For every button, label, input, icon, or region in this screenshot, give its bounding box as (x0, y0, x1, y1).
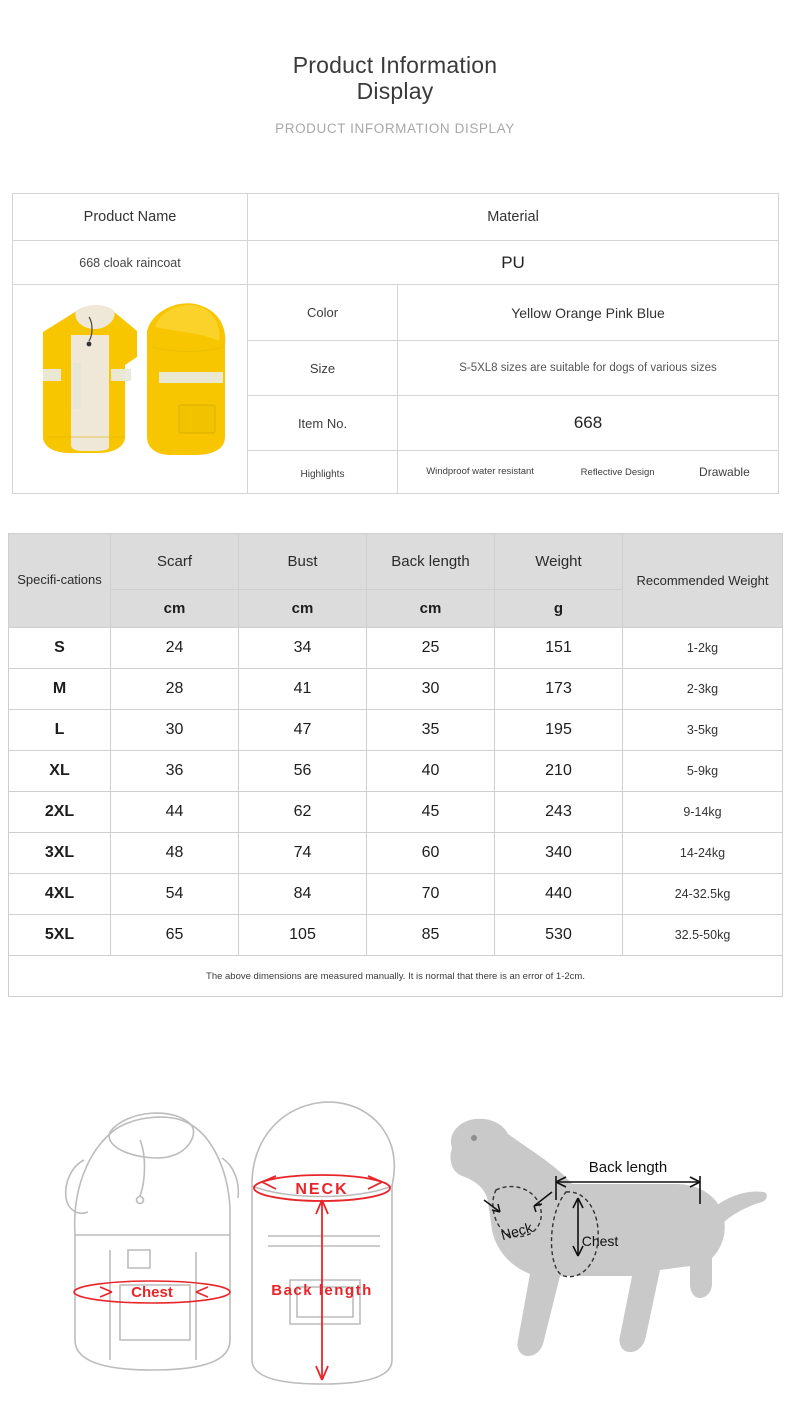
row-bust: 84 (239, 874, 367, 915)
highlight-item-3: Drawable (699, 465, 750, 479)
product-photo-cell (13, 285, 248, 494)
label-text-size: Size (309, 360, 336, 376)
row-scarf: 36 (111, 751, 239, 792)
row-weight: 210 (495, 751, 623, 792)
row-recommended-weight: 32.5-50kg (623, 915, 783, 956)
label-chest-front: Chest (131, 1284, 173, 1301)
row-recommended-weight: 9-14kg (623, 792, 783, 833)
row-scarf: 30 (111, 710, 239, 751)
product-info-table (12, 193, 779, 494)
row-weight: 173 (495, 669, 623, 710)
label-dog-back-length: Back length (588, 1159, 668, 1176)
raincoat-photo-svg (13, 287, 247, 492)
info-product-name-value: 668 cloak raincoat (13, 241, 248, 285)
row-scarf: 54 (111, 874, 239, 915)
row-weight: 151 (495, 628, 623, 669)
row-size: M (9, 669, 111, 710)
row-size: 2XL (9, 792, 111, 833)
row-size: 5XL (9, 915, 111, 956)
label-text-item-no: Item No. (297, 415, 348, 431)
row-recommended-weight: 5-9kg (623, 751, 783, 792)
highlight-item-2: Reflective Design (580, 466, 655, 478)
page-subtitle: PRODUCT INFORMATION DISPLAY (275, 120, 515, 136)
row-scarf: 44 (111, 792, 239, 833)
info-row-label-highlights (248, 451, 398, 494)
info-row-label-item-no (248, 396, 398, 451)
row-bust: 34 (239, 628, 367, 669)
row-back-length: 25 (367, 628, 495, 669)
row-size: XL (9, 751, 111, 792)
label-back-length-coat: Back length (271, 1282, 373, 1299)
page-header (0, 0, 790, 136)
product-photo (13, 287, 247, 492)
label-dog-neck: Neck (499, 1219, 535, 1244)
row-back-length: 45 (367, 792, 495, 833)
row-back-length: 30 (367, 669, 495, 710)
row-recommended-weight: 2-3kg (623, 669, 783, 710)
size-header-scarf: Scarf (111, 534, 239, 590)
table-row (9, 915, 783, 956)
table-row (9, 751, 783, 792)
row-scarf: 65 (111, 915, 239, 956)
info-row-value-highlights (398, 451, 779, 494)
row-weight: 530 (495, 915, 623, 956)
label-text-color: Color (306, 305, 339, 320)
info-row-label-size (248, 341, 398, 396)
row-recommended-weight: 3-5kg (623, 710, 783, 751)
size-header-back-length: Back length (367, 534, 495, 590)
info-row-value-item-no: 668 (398, 396, 779, 451)
size-chart-table (8, 533, 783, 997)
dog-tail (716, 1192, 767, 1224)
row-back-length: 70 (367, 874, 495, 915)
row-back-length: 40 (367, 751, 495, 792)
table-row (9, 628, 783, 669)
row-scarf: 24 (111, 628, 239, 669)
info-header-product-name: Product Name (13, 194, 248, 241)
info-material-value: PU (248, 241, 779, 285)
row-weight: 243 (495, 792, 623, 833)
table-row (9, 792, 783, 833)
size-unit-scarf: cm (111, 590, 239, 628)
size-unit-back-length: cm (367, 590, 495, 628)
size-header-specifications: Specifi-cations (9, 534, 111, 628)
table-row (9, 669, 783, 710)
measurement-diagrams (0, 1040, 790, 1420)
row-bust: 62 (239, 792, 367, 833)
row-recommended-weight: 1-2kg (623, 628, 783, 669)
row-back-length: 35 (367, 710, 495, 751)
size-unit-weight: g (495, 590, 623, 628)
row-scarf: 48 (111, 833, 239, 874)
measurement-diagram-svg (0, 1040, 790, 1420)
row-weight: 195 (495, 710, 623, 751)
info-row-value-size: S-5XL8 sizes are suitable for dogs of various sizes (398, 341, 779, 396)
info-row-label-color (248, 285, 398, 341)
table-row (9, 833, 783, 874)
row-bust: 74 (239, 833, 367, 874)
coat-back-diagram (252, 1102, 394, 1384)
size-header-bust: Bust (239, 534, 367, 590)
size-header-weight: Weight (495, 534, 623, 590)
size-unit-bust: cm (239, 590, 367, 628)
row-bust: 56 (239, 751, 367, 792)
row-bust: 47 (239, 710, 367, 751)
row-back-length: 85 (367, 915, 495, 956)
label-text-highlights: Highlights (300, 468, 345, 480)
row-size: 3XL (9, 833, 111, 874)
row-size: L (9, 710, 111, 751)
size-table-note: The above dimensions are measured manually. It is normal that there is an error of 1-2cm. (9, 956, 783, 997)
row-bust: 41 (239, 669, 367, 710)
row-recommended-weight: 24-32.5kg (623, 874, 783, 915)
page-title: Product Information Display (292, 52, 498, 105)
info-row-value-color: Yellow Orange Pink Blue (398, 285, 779, 341)
row-scarf: 28 (111, 669, 239, 710)
row-weight: 440 (495, 874, 623, 915)
info-header-material: Material (248, 194, 779, 241)
table-row (9, 874, 783, 915)
row-recommended-weight: 14-24kg (623, 833, 783, 874)
row-weight: 340 (495, 833, 623, 874)
highlight-item-1: Windproof water resistant (426, 466, 534, 478)
row-back-length: 60 (367, 833, 495, 874)
label-neck: NECK (295, 1181, 349, 1198)
row-bust: 105 (239, 915, 367, 956)
label-dog-chest: Chest (581, 1233, 619, 1249)
row-size: 4XL (9, 874, 111, 915)
table-row (9, 710, 783, 751)
coat-front-diagram (66, 1113, 239, 1370)
size-header-recommended-weight: Recommended Weight (623, 534, 783, 628)
row-size: S (9, 628, 111, 669)
